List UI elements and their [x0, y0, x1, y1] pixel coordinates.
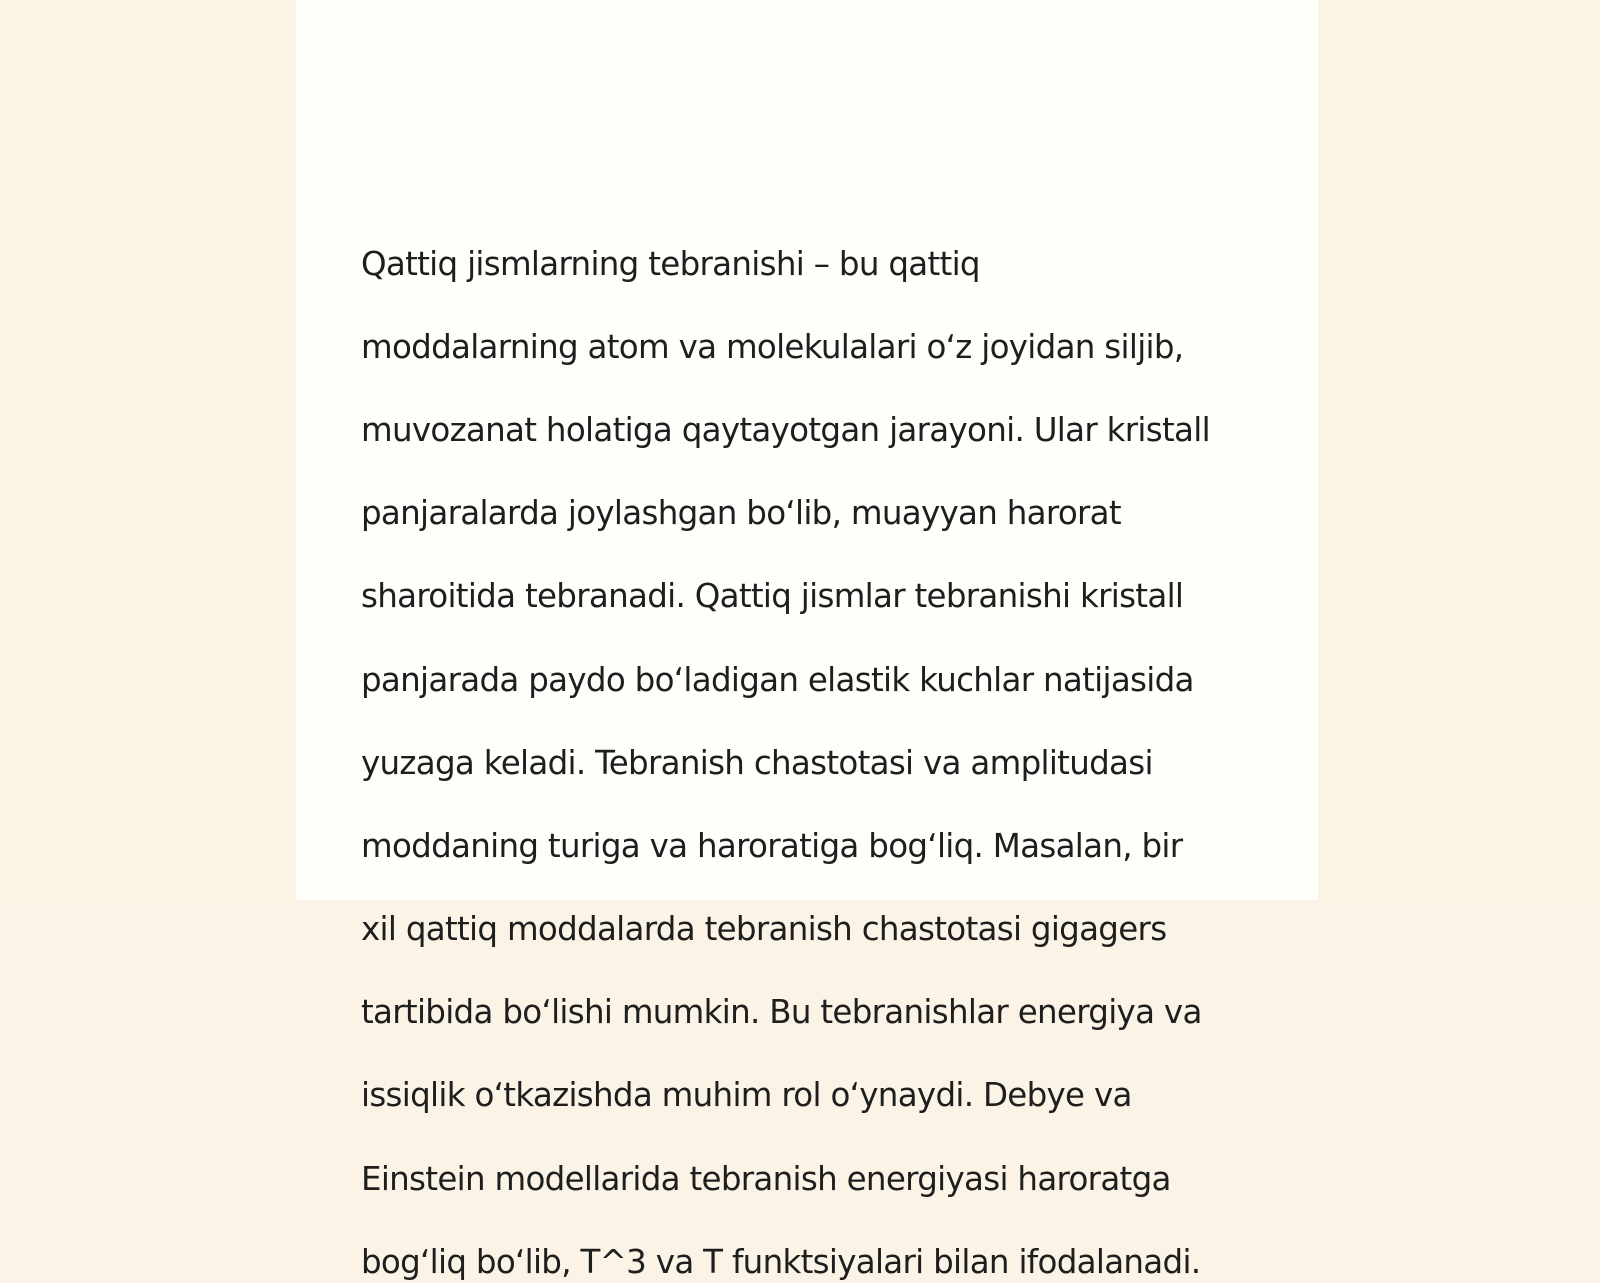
paragraph-line: Qattiq jismlarning tebranishi – bu qattiq [361, 244, 980, 283]
right-margin-panel [1304, 0, 1600, 900]
paragraph-line: yuzaga keladi. Tebranish chastotasi va amplitudasi [361, 743, 1153, 782]
paragraph-line: tartibida boʻlishi mumkin. Bu tebranishlar energiya va [361, 993, 1202, 1032]
paragraph-line: sharoitida tebranadi. Qattiq jismlar tebranishi kristall [361, 577, 1184, 616]
slide-page [296, 0, 1318, 1281]
paragraph-line: issiqlik oʻtkazishda muhim rol oʻynaydi. Debye va [361, 1076, 1132, 1115]
paragraph-line: moddaning turiga va haroratiga bogʻliq. Masalan, bir [361, 826, 1183, 865]
left-margin-panel [0, 0, 296, 900]
paragraph-line: moddalarning atom va molekulalari oʻz joyidan siljib, [361, 327, 1184, 366]
paragraph-line: bogʻliq boʻlib, T^3 va T funktsiyalari bilan ifodalanadi. [361, 1242, 1201, 1281]
paragraph-line: muvozanat holatiga qaytayotgan jarayoni. Ular kristall [361, 410, 1210, 449]
paragraph-line: xil qattiq moddalarda tebranish chastotasi gigagers [361, 910, 1167, 949]
paragraph-line: panjaralarda joylashgan boʻlib, muayyan harorat [361, 494, 1121, 533]
body-paragraph [361, 202, 1261, 1283]
paragraph-line: panjarada paydo boʻladigan elastik kuchlar natijasida [361, 660, 1194, 699]
paragraph-line: Einstein modellarida tebranish energiyasi haroratga [361, 1159, 1171, 1198]
